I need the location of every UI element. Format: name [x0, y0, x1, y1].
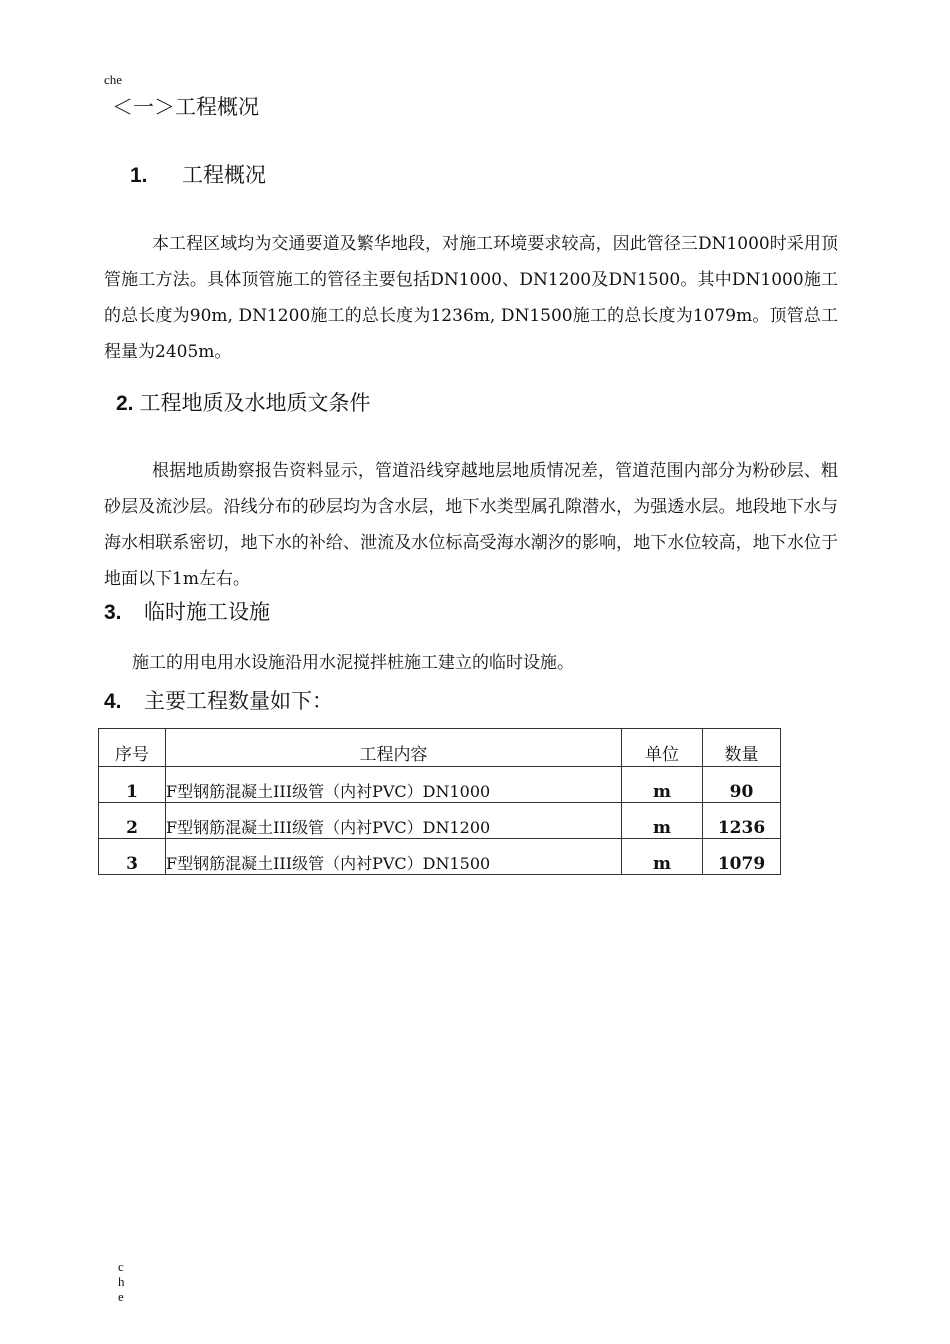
footer-mark: che — [118, 1259, 125, 1304]
table-row — [99, 839, 781, 875]
cell-unit: m — [622, 767, 703, 803]
section-number: 3. — [104, 601, 122, 624]
section-title: 工程概况 — [182, 163, 266, 187]
chapter-title: ＜一＞工程概况 — [112, 95, 259, 119]
section-2-paragraph: 根据地质勘察报告资料显示，管道沿线穿越地层地质情况差，管道范围内部分为粉砂层、粗砂层及流沙层。沿线分布的砂层均为含水层，地下水类型属孔隙潜水，为强透水层。地段地下水与海水相联系密切，地下水的补给、泄流及水位标高受海水潮汐的影响，地下水位较高，地下水位于地面以下1m左右。 — [104, 461, 838, 589]
table-row — [99, 767, 781, 803]
cell-no: 1 — [99, 767, 166, 803]
header-qty: 数量 — [703, 729, 781, 767]
cell-no: 2 — [99, 803, 166, 839]
header-unit: 单位 — [622, 729, 703, 767]
section-1-paragraph: 本工程区域均为交通要道及繁华地段，对施工环境要求较高，因此管径三DN1000时采用顶管施工方法。具体顶管施工的管径主要包括DN1000、DN1200及DN1500。其中DN1000施工的总长度为90m, DN1200施工的总长度为1236m, DN1500施工的总长度为1079m。顶管总工程量为2405m。 — [104, 234, 838, 362]
cell-unit: m — [622, 803, 703, 839]
cell-qty: 1236 — [703, 803, 781, 839]
section-number: 4. — [104, 690, 122, 713]
table-header-row — [99, 729, 781, 767]
cell-content: F型钢筋混凝土III级管（内衬PVC）DN1500 — [166, 839, 622, 875]
section-heading-1 — [130, 161, 266, 190]
section-3-paragraph: 施工的用电用水设施沿用水泥搅拌桩施工建立的临时设施。 — [132, 653, 574, 673]
cell-unit: m — [622, 839, 703, 875]
section-heading-2 — [116, 389, 371, 418]
section-title: 工程地质及水地质文条件 — [139, 391, 371, 415]
section-heading-3 — [104, 598, 270, 627]
section-heading-4 — [104, 687, 333, 716]
cell-content: F型钢筋混凝土III级管（内衬PVC）DN1000 — [166, 767, 622, 803]
section-title: 主要工程数量如下： — [144, 689, 333, 713]
header-mark: che — [104, 72, 123, 87]
cell-no: 3 — [99, 839, 166, 875]
table-row — [99, 803, 781, 839]
quantity-table — [98, 728, 781, 875]
section-number: 1. — [130, 164, 148, 187]
cell-content: F型钢筋混凝土III级管（内衬PVC）DN1200 — [166, 803, 622, 839]
cell-qty: 1079 — [703, 839, 781, 875]
header-no: 序号 — [99, 729, 166, 767]
section-title: 临时施工设施 — [144, 600, 270, 624]
cell-qty: 90 — [703, 767, 781, 803]
section-number: 2. — [116, 392, 134, 415]
header-content: 工程内容 — [166, 729, 622, 767]
